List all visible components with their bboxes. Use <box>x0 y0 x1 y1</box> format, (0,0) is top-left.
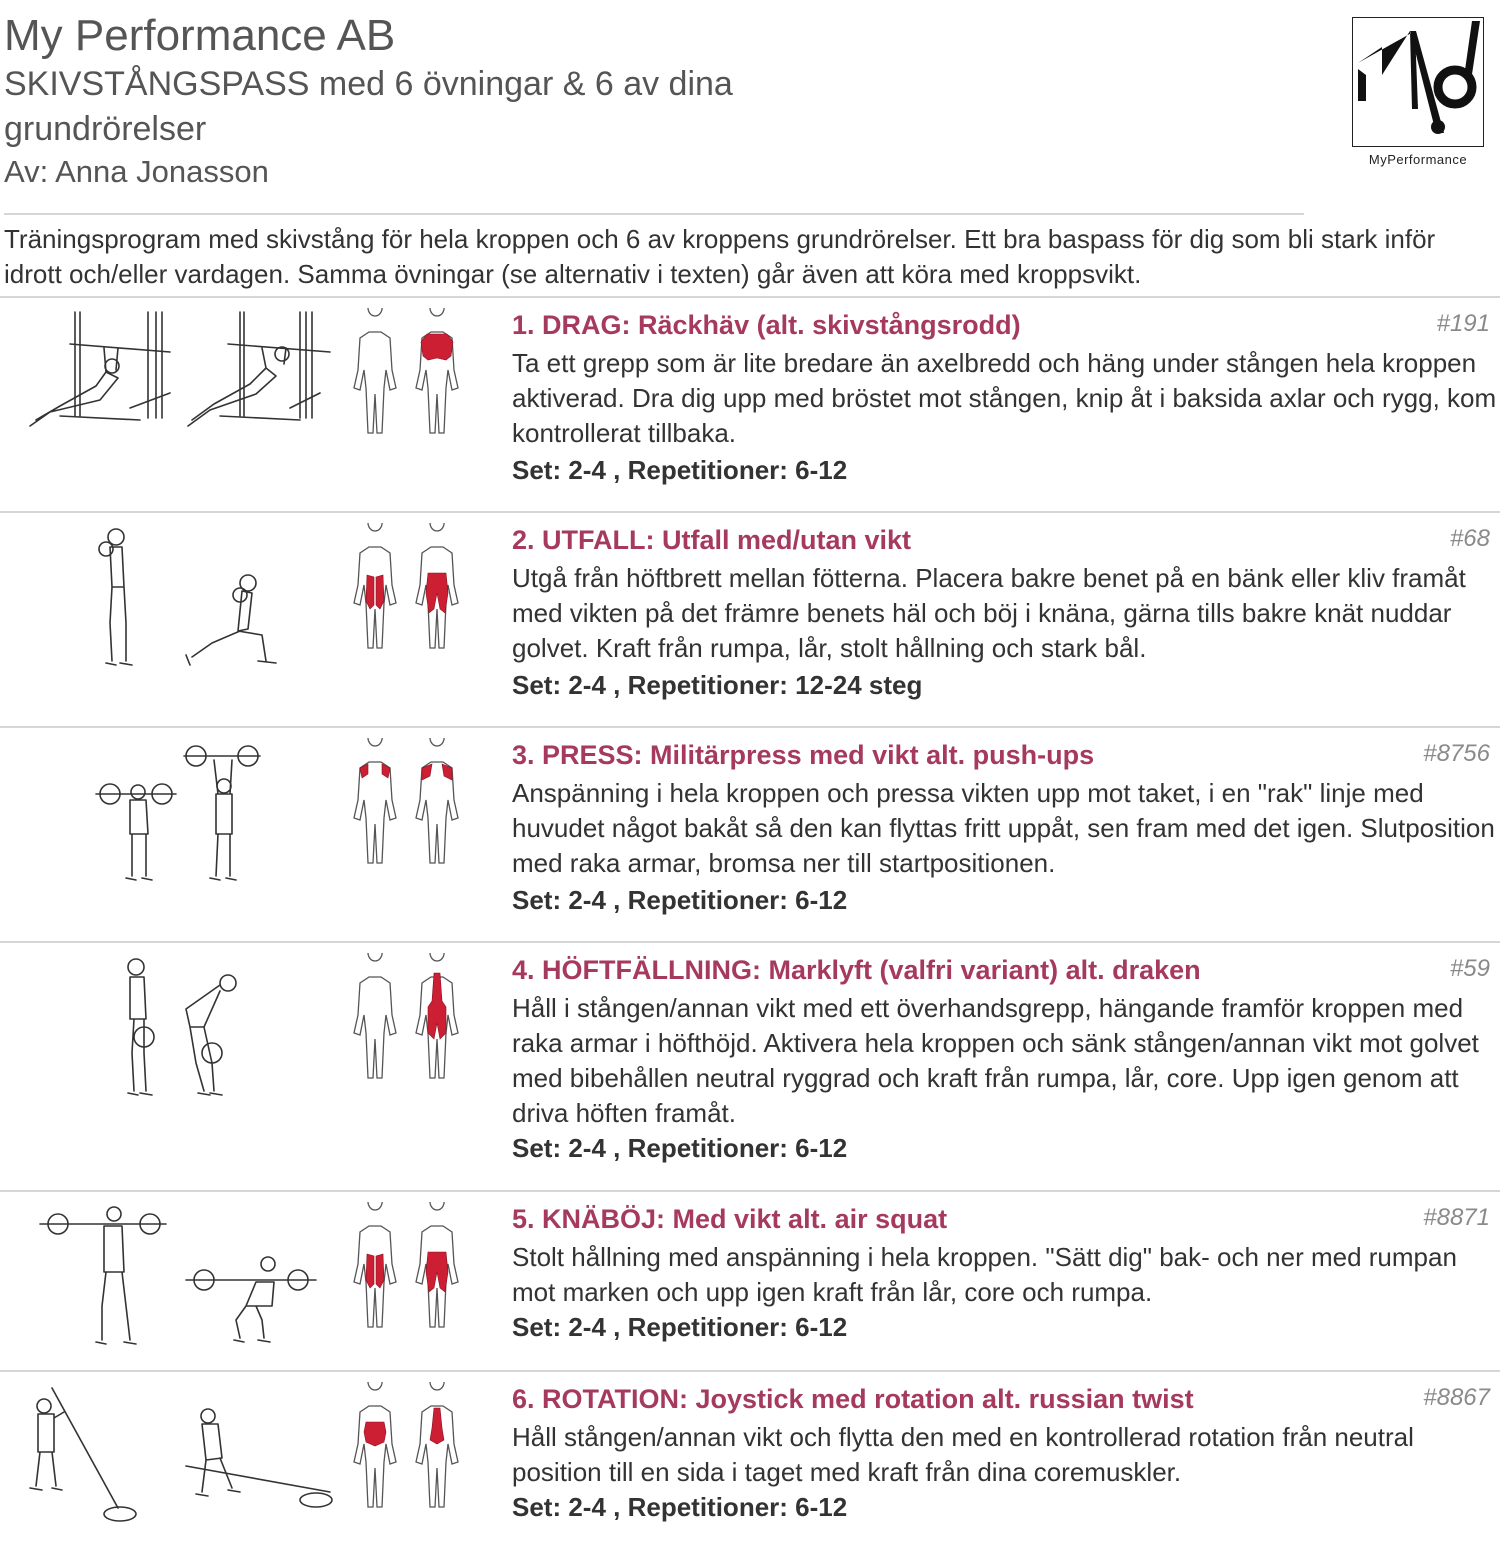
company-name: My Performance AB <box>4 11 396 60</box>
section-divider <box>0 726 1500 728</box>
exercise-description: Anspänning i hela kroppen och pressa vikten upp mot taket, i en "rak" linje med huvudet något bakåt så den kan flyttas fritt uppåt, sen fram med det igen. Slutposition med raka armar, bromsa ner till startpositionen. <box>512 778 1495 878</box>
exercise-id: #8867 <box>1423 1384 1490 1411</box>
exercise-title: 4. HÖFTFÄLLNING: Marklyft (valfri variant) alt. draken <box>512 955 1201 985</box>
exercise-item <box>0 523 1500 723</box>
exercise-title: 1. DRAG: Räckhäv (alt. skivstångsrodd) <box>512 310 1021 340</box>
exercise-description: Utgå från höftbrett mellan fötterna. Placera bakre benet på en bänk eller kliv framåt med vikten på det främre benets häl och böj i knäna, gärna tills bakre knät nuddar golvet. Kraft från rumpa, lår, stolt hållning och stark bål. <box>512 563 1466 663</box>
exercise-description: Håll i stången/annan vikt med ett överhandsgrepp, hängande framför kroppen med raka armar i höfthöjd. Aktivera hela kroppen och sänk stången/annan vikt mot golvet med bibehållen neutral ryggrad och kraft från rumpa, lår, core. Upp igen genom att driva höften framåt. <box>512 993 1479 1128</box>
exercise-sets: Set: 2-4 , Repetitioner: 6-12 <box>512 1492 848 1522</box>
exercise-title: 2. UTFALL: Utfall med/utan vikt <box>512 525 912 555</box>
exercise-sets: Set: 2-4 , Repetitioner: 12-24 steg <box>512 670 923 700</box>
section-divider <box>0 1190 1500 1192</box>
exercise-id: #191 <box>1436 310 1490 337</box>
exercise-item <box>0 738 1500 938</box>
header <box>4 10 1304 192</box>
header-divider <box>4 213 1304 215</box>
exercise-description: Håll stången/annan vikt och flytta den med en kontrollerad rotation från neutral position till en sida i taget med kraft från dina coremuskler. <box>512 1422 1414 1487</box>
exercise-illustration <box>0 953 500 1103</box>
exercise-illustration <box>0 523 500 673</box>
exercise-illustration <box>0 738 500 888</box>
logo-caption: MyPerformance <box>1368 152 1468 167</box>
program-intro: Träningsprogram med skivstång för hela kroppen och 6 av kroppens grundrörelser. Ett bra baspass för dig som bli stark inför idrott och/eller vardagen. Samma övningar (se alternativ i texten) går även att köra med kroppsvikt. <box>4 224 1436 289</box>
program-title: SKIVSTÅNGSPASS med 6 övningar & 6 av dina grundrörelser <box>4 65 733 148</box>
exercise-sets: Set: 2-4 , Repetitioner: 6-12 <box>512 1133 848 1163</box>
exercise-item <box>0 308 1500 508</box>
exercise-description: Ta ett grepp som är lite bredare än axelbredd och häng under stången hela kroppen aktiverad. Dra dig upp med bröstet mot stången, knip åt i baksida axlar och rygg, kom kontrollerat tillbaka. <box>512 348 1497 448</box>
exercise-illustration <box>0 1382 500 1532</box>
exercise-id: #68 <box>1449 525 1490 552</box>
exercise-item <box>0 1202 1500 1367</box>
exercise-title: 3. PRESS: Militärpress med vikt alt. push-ups <box>512 740 1095 770</box>
exercise-item <box>0 953 1500 1188</box>
exercise-title: 5. KNÄBÖJ: Med vikt alt. air squat <box>512 1204 948 1234</box>
exercise-id: #8871 <box>1423 1204 1490 1231</box>
exercise-description: Stolt hållning med anspänning i hela kroppen. "Sätt dig" bak- och ner med rumpan mot marken och upp igen kraft från lår, core och rumpa. <box>512 1242 1457 1307</box>
section-divider <box>0 941 1500 943</box>
exercise-title: 6. ROTATION: Joystick med rotation alt. russian twist <box>512 1384 1194 1414</box>
exercise-sets: Set: 2-4 , Repetitioner: 6-12 <box>512 1312 848 1342</box>
myperformance-logo <box>1352 17 1484 147</box>
section-divider <box>0 1370 1500 1372</box>
exercise-id: #8756 <box>1423 740 1490 767</box>
section-divider <box>0 511 1500 513</box>
author-line: Av: Anna Jonasson <box>4 154 269 189</box>
exercise-id: #59 <box>1449 955 1490 982</box>
exercise-sets: Set: 2-4 , Repetitioner: 6-12 <box>512 885 848 915</box>
section-divider <box>0 296 1500 298</box>
exercise-illustration <box>0 308 500 448</box>
exercise-sets: Set: 2-4 , Repetitioner: 6-12 <box>512 455 848 485</box>
exercise-item <box>0 1382 1500 1547</box>
exercise-illustration <box>0 1202 500 1352</box>
